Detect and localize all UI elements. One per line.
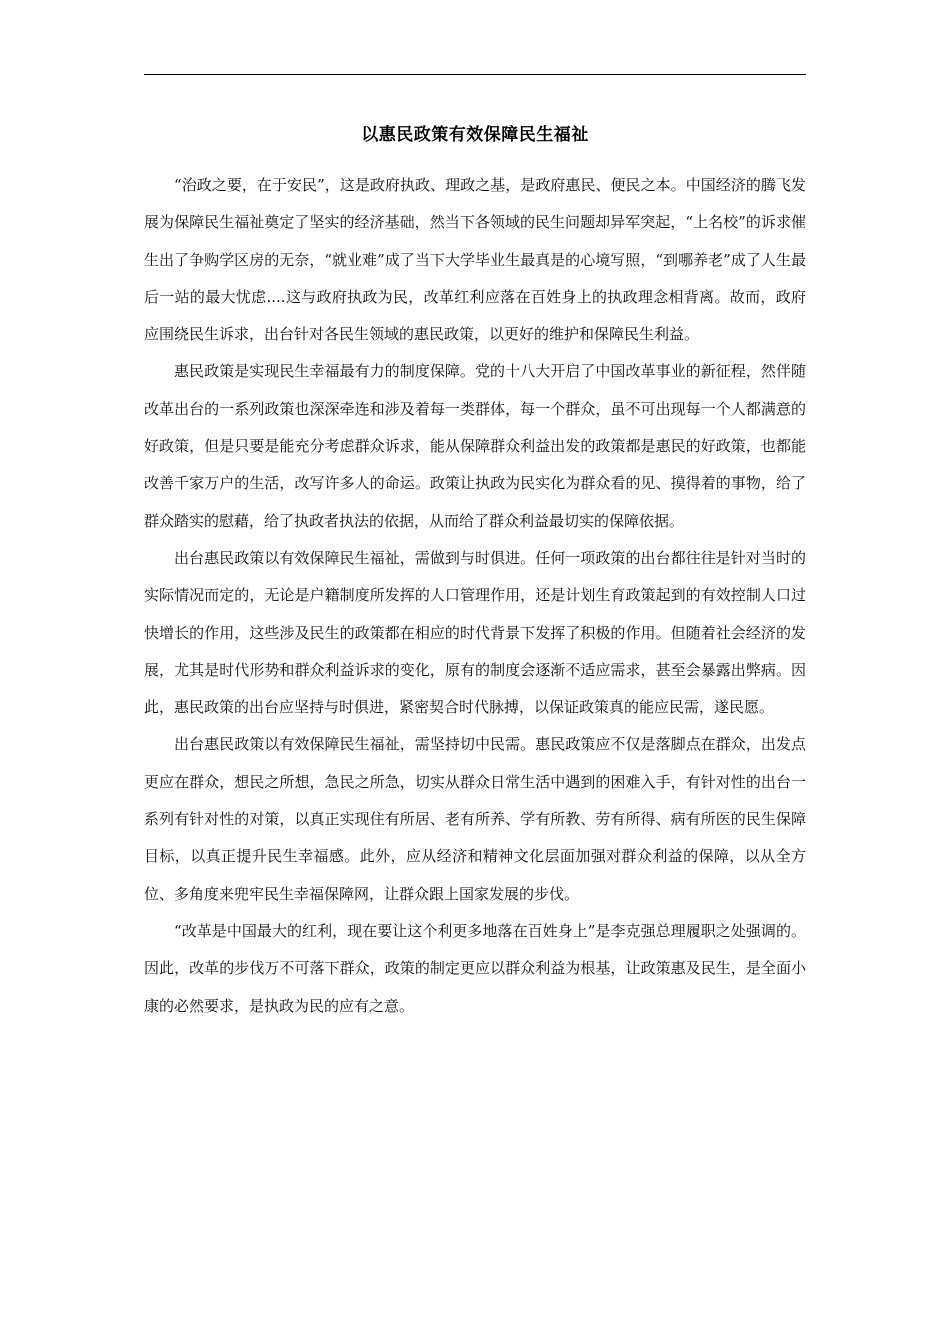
- header-rule: [144, 74, 806, 75]
- paragraph-3: 出台惠民政策以有效保障民生福祉，需做到与时俱进。任何一项政策的出台都往往是针对当时的实际情况而定的，无论是户籍制度所发挥的人口管理作用，还是计划生育政策起到的有效控制人口过快增长的作用，这些涉及民生的政策都在相应的时代背景下发挥了积极的作用。但随着社会经济的发展，尤其是时代形势和群众利益诉求的变化，原有的制度会逐渐不适应需求，甚至会暴露出弊病。因此，惠民政策的出台应坚持与时俱进，紧密契合时代脉搏，以保证政策真的能应民需，遂民愿。: [144, 548, 806, 717]
- document-body: [144, 167, 806, 1025]
- paragraph-2: 惠民政策是实现民生幸福最有力的制度保障。党的十八大开启了中国改革事业的新征程，然伴随改革出台的一系列政策也深深牵连和涉及着每一类群体，每一个群众，虽不可出现每一个人都满意的好政策，但是只要是能充分考虑群众诉求，能从保障群众利益出发的政策都是惠民的好政策，也都能改善千家万户的生活，改写许多人的命运。政策让执政为民实化为群众看的见、摸得着的事物，给了群众踏实的慰藉，给了执政者执法的依据，从而给了群众利益最切实的保障依据。: [144, 362, 806, 530]
- paragraph-5: “改革是中国最大的红利，现在要让这个利更多地落在百姓身上”是李克强总理履职之处强调的。因此，改革的步伐万不可落下群众，政策的制定更应以群众利益为根基，让政策惠及民生，是全面小康的必然要求，是执政为民的应有之意。: [144, 921, 806, 1015]
- document-title: 以惠民政策有效保障民生福祉: [361, 125, 589, 145]
- paragraph-1: “治政之要，在于安民”，这是政府执政、理政之基，是政府惠民、便民之本。中国经济的腾飞发展为保障民生福祉奠定了坚实的经济基础，然当下各领域的民生问题却异军突起，“上名校”的诉求催生出了争购学区房的无奈，“就业难”成了当下大学毕业生最真是的心境写照，“到哪养老”成了人生最后一站的最大忧虑....这与政府执政为民，改革红利应落在百姓身上的执政理念相背离。故而，政府应围绕民生诉求，出台针对各民生领域的惠民政策，以更好的维护和保障民生利益。: [144, 176, 806, 344]
- paragraph-4: 出台惠民政策以有效保障民生福祉，需坚持切中民需。惠民政策应不仅是落脚点在群众，出发点更应在群众，想民之所想，急民之所急，切实从群众日常生活中遇到的困难入手，有针对性的出台一系列有针对性的对策，以真正实现住有所居、老有所养、学有所教、劳有所得、病有所医的民生保障目标，以真正提升民生幸福感。此外，应从经济和精神文化层面加强对群众利益的保障，以从全方位、多角度来兜牢民生幸福保障网，让群众跟上国家发展的步伐。: [144, 735, 806, 903]
